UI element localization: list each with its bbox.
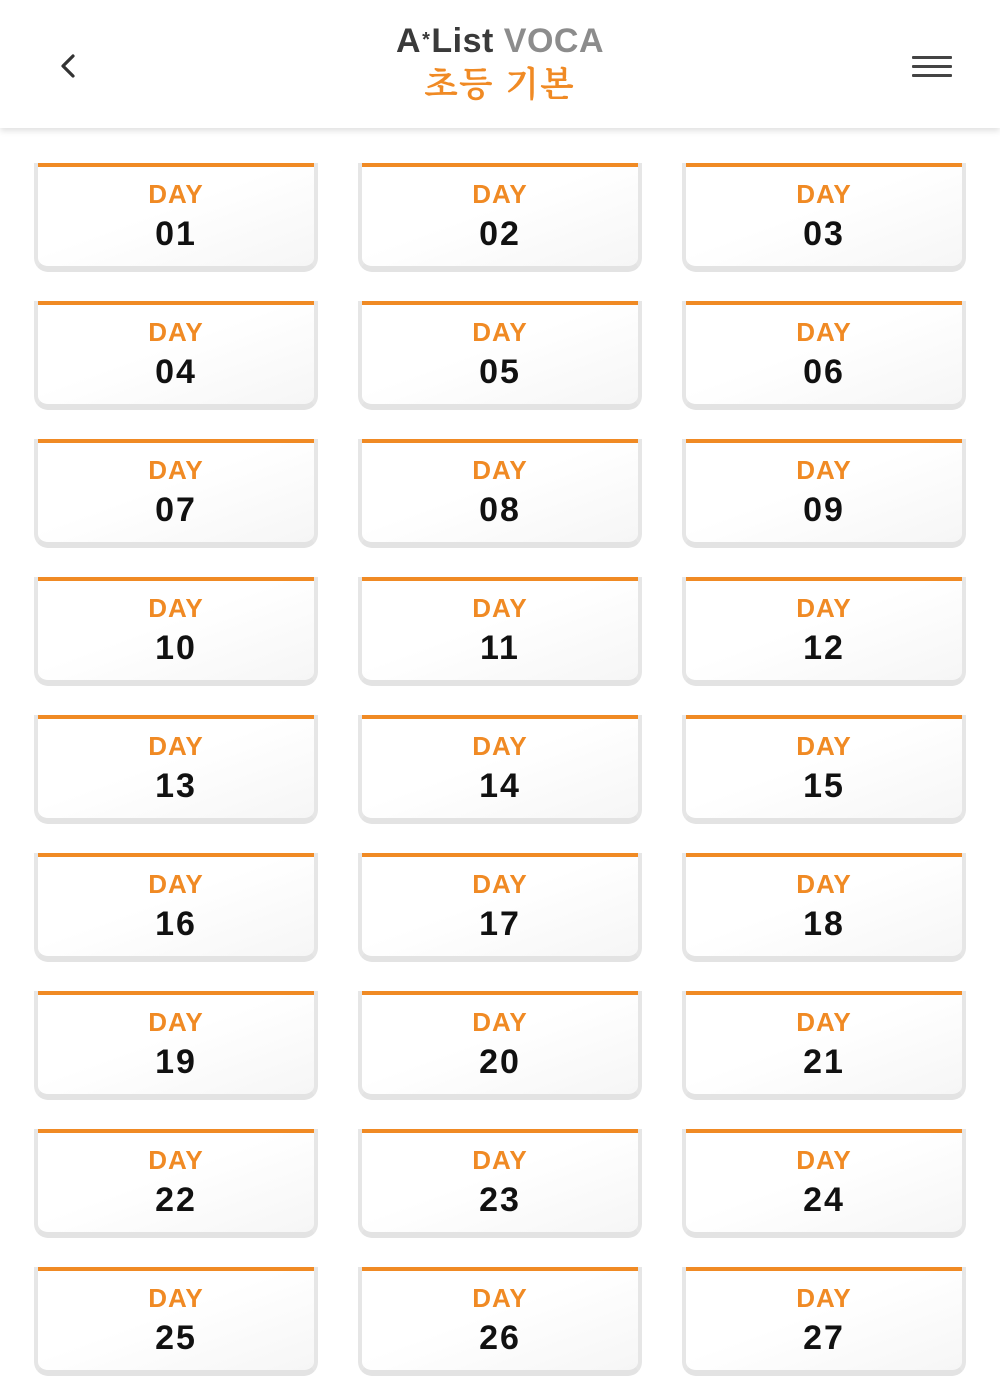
day-card[interactable] <box>34 577 318 686</box>
day-card[interactable] <box>682 1267 966 1376</box>
menu-button[interactable] <box>906 44 958 88</box>
day-label: DAY <box>796 317 852 347</box>
day-card[interactable] <box>358 163 642 272</box>
day-number: 22 <box>155 1181 197 1219</box>
day-number: 20 <box>479 1043 521 1081</box>
day-card[interactable] <box>34 163 318 272</box>
day-label: DAY <box>472 179 528 209</box>
day-number: 06 <box>803 353 845 391</box>
day-label: DAY <box>148 455 204 485</box>
day-number: 12 <box>803 629 845 667</box>
day-label: DAY <box>472 1283 528 1313</box>
day-number: 16 <box>155 905 197 943</box>
day-label: DAY <box>148 731 204 761</box>
day-label: DAY <box>148 317 204 347</box>
day-card[interactable] <box>358 301 642 410</box>
day-card[interactable] <box>682 853 966 962</box>
day-label: DAY <box>472 1145 528 1175</box>
day-number: 15 <box>803 767 845 805</box>
day-card[interactable] <box>34 1129 318 1238</box>
day-label: DAY <box>148 1145 204 1175</box>
day-number: 05 <box>479 353 521 391</box>
day-card[interactable] <box>358 991 642 1100</box>
day-card[interactable] <box>358 1129 642 1238</box>
day-number: 11 <box>480 629 520 667</box>
day-label: DAY <box>472 593 528 623</box>
day-number: 10 <box>155 629 197 667</box>
day-card[interactable] <box>682 301 966 410</box>
brand-a: A <box>396 22 422 60</box>
day-label: DAY <box>148 869 204 899</box>
day-number: 23 <box>479 1181 521 1219</box>
app-header <box>0 0 1000 128</box>
day-card[interactable] <box>682 163 966 272</box>
day-card[interactable] <box>34 991 318 1100</box>
day-number: 04 <box>155 353 197 391</box>
brand-voca: VOCA <box>503 22 604 60</box>
day-label: DAY <box>472 731 528 761</box>
day-label: DAY <box>796 731 852 761</box>
course-subtitle: 초등 기본 <box>424 66 576 104</box>
brand-list: List <box>431 22 494 60</box>
day-label: DAY <box>472 1007 528 1037</box>
day-card[interactable] <box>358 439 642 548</box>
day-number: 01 <box>155 215 197 253</box>
back-button[interactable] <box>44 40 92 92</box>
day-label: DAY <box>796 455 852 485</box>
day-label: DAY <box>148 593 204 623</box>
day-card[interactable] <box>34 301 318 410</box>
day-label: DAY <box>148 1007 204 1037</box>
day-card[interactable] <box>358 577 642 686</box>
day-number: 13 <box>155 767 197 805</box>
chevron-left-icon <box>57 52 79 80</box>
day-number: 24 <box>803 1181 845 1219</box>
page-title <box>300 18 700 107</box>
day-card[interactable] <box>682 577 966 686</box>
day-card[interactable] <box>358 715 642 824</box>
day-label: DAY <box>796 179 852 209</box>
day-number: 19 <box>155 1043 197 1081</box>
menu-bar <box>912 65 952 68</box>
hamburger-menu-icon <box>912 56 952 59</box>
day-grid <box>34 163 966 1376</box>
day-number: 02 <box>479 215 521 253</box>
day-label: DAY <box>796 1283 852 1313</box>
day-card[interactable] <box>682 715 966 824</box>
day-card[interactable] <box>682 439 966 548</box>
day-number: 18 <box>803 905 845 943</box>
day-label: DAY <box>472 455 528 485</box>
day-number: 17 <box>479 905 521 943</box>
day-number: 07 <box>155 491 197 529</box>
day-number: 25 <box>155 1319 197 1357</box>
day-label: DAY <box>472 317 528 347</box>
day-number: 08 <box>479 491 521 529</box>
day-card[interactable] <box>34 853 318 962</box>
day-number: 26 <box>479 1319 521 1357</box>
day-label: DAY <box>796 1145 852 1175</box>
day-number: 03 <box>803 215 845 253</box>
brand-logo <box>300 18 700 63</box>
day-card[interactable] <box>34 715 318 824</box>
day-label: DAY <box>796 593 852 623</box>
day-card[interactable] <box>34 1267 318 1376</box>
day-card[interactable] <box>358 853 642 962</box>
day-label: DAY <box>472 869 528 899</box>
day-number: 21 <box>803 1043 845 1081</box>
menu-bar <box>912 74 952 77</box>
day-number: 14 <box>479 767 521 805</box>
day-label: DAY <box>148 1283 204 1313</box>
brand-star: * <box>422 29 431 51</box>
day-label: DAY <box>796 1007 852 1037</box>
day-card[interactable] <box>682 1129 966 1238</box>
day-label: DAY <box>148 179 204 209</box>
day-card[interactable] <box>682 991 966 1100</box>
day-number: 27 <box>803 1319 845 1357</box>
day-card[interactable] <box>34 439 318 548</box>
day-number: 09 <box>803 491 845 529</box>
day-card[interactable] <box>358 1267 642 1376</box>
day-label: DAY <box>796 869 852 899</box>
